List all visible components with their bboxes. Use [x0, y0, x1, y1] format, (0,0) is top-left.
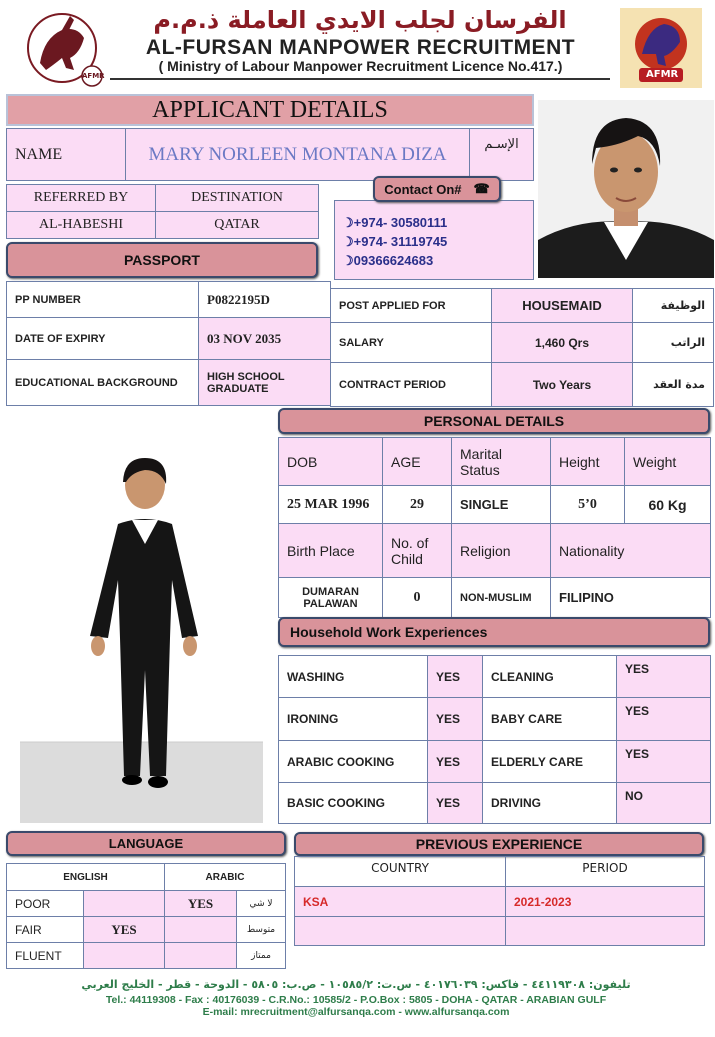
contact-title: Contact On#: [384, 181, 462, 197]
header-divider: [110, 78, 610, 80]
household-ironing-value: YES: [427, 697, 483, 741]
name-label: NAME: [6, 128, 126, 181]
marital-status-header: Marital Status: [451, 437, 551, 486]
household-task-washing: WASHING: [278, 655, 428, 698]
date-of-expiry-value: 03 NOV 2035: [198, 317, 331, 360]
language-fair-english: YES: [83, 916, 165, 943]
religion-value: NON-MUSLIM: [451, 577, 551, 618]
household-basic-cooking-value: YES: [427, 782, 483, 824]
personal-details-title: PERSONAL DETAILS: [423, 413, 565, 429]
pp-number-label: PP NUMBER: [6, 281, 199, 318]
birth-place-value: DUMARAN PALAWAN: [278, 577, 383, 618]
company-logo-left: [22, 8, 107, 88]
nationality-header: Nationality: [550, 523, 711, 578]
contact-number-3-text: 09366624683: [353, 253, 434, 268]
household-title-bar: [278, 617, 710, 647]
header-arabic-name: الفرسان لجلب الايدي العاملة ذ.م.م: [153, 6, 567, 34]
religion-header: Religion: [451, 523, 551, 578]
household-task-ironing: IRONING: [278, 697, 428, 741]
household-task-baby-care: BABY CARE: [482, 697, 617, 741]
contact-number-2-text: +974- 31119745: [353, 234, 448, 249]
phone-icon: ☎: [473, 181, 490, 196]
language-fluent-label-arabic: ممتاز: [236, 942, 286, 969]
logo-right-badge-text: AFMR: [646, 69, 679, 80]
previous-experience-title-bar: [294, 832, 704, 856]
language-fair-label-arabic: متوسط: [236, 916, 286, 943]
destination-value: QATAR: [155, 211, 319, 239]
nationality-value: FILIPINO: [550, 577, 711, 618]
post-applied-label: POST APPLIED FOR: [330, 288, 492, 323]
page-title: [6, 94, 534, 126]
personal-details-title-bar: [278, 408, 710, 434]
contact-number-1-text: +974- 30580111: [353, 215, 448, 230]
post-applied-value: HOUSEMAID: [491, 288, 633, 323]
contact-title-bar: [373, 176, 501, 202]
education-value: HIGH SCHOOL GRADUATE: [198, 359, 331, 406]
salary-label: SALARY: [330, 322, 492, 363]
pp-number-value: P0822195D: [198, 281, 331, 318]
phone-glyph-icon: ☽: [342, 253, 354, 268]
household-elderly-care-value: YES: [616, 740, 711, 783]
applicant-full-body-photo: [20, 440, 263, 823]
age-value: 29: [382, 485, 452, 524]
no-of-child-header: No. of Child: [382, 523, 452, 578]
language-arabic-header: ARABIC: [164, 863, 286, 891]
household-task-cleaning: CLEANING: [482, 655, 617, 698]
language-title-bar: [6, 831, 286, 856]
applicant-photo: [538, 100, 714, 278]
household-task-driving: DRIVING: [482, 782, 617, 824]
no-of-child-value: 0: [382, 577, 452, 618]
phone-glyph-icon: ☽: [342, 234, 354, 249]
marital-status-value: SINGLE: [451, 485, 551, 524]
height-header: Height: [550, 437, 625, 486]
dob-value: 25 MAR 1996: [278, 485, 383, 524]
contact-number-3: [342, 253, 433, 269]
previous-period-empty: [505, 916, 705, 946]
post-applied-label-arabic: الوظيفة: [632, 288, 714, 323]
language-poor-arabic: YES: [164, 890, 237, 917]
referred-by-label: REFERRED BY: [6, 184, 156, 212]
passport-title: PASSPORT: [124, 252, 200, 268]
previous-period-header: PERIOD: [505, 856, 705, 887]
applicant-name: MARY NORLEEN MONTANA DIZA: [125, 128, 470, 181]
phone-glyph-icon: ☽: [342, 215, 354, 230]
household-task-basic-cooking: BASIC COOKING: [278, 782, 428, 824]
education-label: EDUCATIONAL BACKGROUND: [6, 359, 199, 406]
footer-contact-line: Tel.: 44119308 - Fax : 40176039 - C.R.No.: 10585/2 - P.O.Box : 5805 - DOHA - QATAR - ARABIAN GULF: [105, 994, 607, 1006]
language-fair-arabic: [164, 916, 237, 943]
age-header: AGE: [382, 437, 452, 486]
height-value: 5’0: [550, 485, 625, 524]
language-poor-label: POOR: [6, 890, 84, 917]
language-english-header: ENGLISH: [6, 863, 165, 891]
language-fair-label: FAIR: [6, 916, 84, 943]
previous-country-empty: [294, 916, 506, 946]
contract-period-label-arabic: مدة العقد: [632, 362, 714, 407]
dob-header: DOB: [278, 437, 383, 486]
date-of-expiry-label: DATE OF EXPIRY: [6, 317, 199, 360]
household-washing-value: YES: [427, 655, 483, 698]
language-fluent-english: [83, 942, 165, 969]
destination-label: DESTINATION: [155, 184, 319, 212]
salary-label-arabic: الراتب: [632, 322, 714, 363]
page-title-text: APPLICANT DETAILS: [152, 96, 388, 123]
footer-email-line: E-mail: mrecruitment@alfursanqa.com - www.alfursanqa.com: [202, 1006, 510, 1018]
footer-arabic: تليفون: ٤٤١١٩٣٠٨ - فاكس: ٤٠١٧٦٠٣٩ - س.ت: ١٠٥٨٥/٢ - ص.ب: ٥٨٠٥ - الدوحة - قطر - الخليج العربي: [81, 978, 631, 991]
previous-period-value: 2021-2023: [505, 886, 705, 917]
weight-header: Weight: [624, 437, 711, 486]
household-driving-value: NO: [616, 782, 711, 824]
previous-country-header: COUNTRY: [294, 856, 506, 887]
contact-number-1: [342, 215, 447, 231]
household-cleaning-value: YES: [616, 655, 711, 698]
previous-country-value: KSA: [294, 886, 506, 917]
household-task-elderly-care: ELDERLY CARE: [482, 740, 617, 783]
name-label-arabic: الإسـم: [469, 128, 534, 181]
header-company-name: AL-FURSAN MANPOWER RECRUITMENT: [145, 36, 576, 59]
contact-number-2: [342, 234, 447, 250]
household-baby-care-value: YES: [616, 697, 711, 741]
salary-value: 1,460 Qrs: [491, 322, 633, 363]
language-title: LANGUAGE: [108, 836, 184, 851]
previous-experience-title: PREVIOUS EXPERIENCE: [415, 836, 583, 852]
logo-badge-text: AFMR: [82, 72, 105, 80]
household-task-arabic-cooking: ARABIC COOKING: [278, 740, 428, 783]
household-title: Household Work Experiences: [290, 624, 488, 640]
contract-period-value: Two Years: [491, 362, 633, 407]
language-fluent-label: FLUENT: [6, 942, 84, 969]
language-poor-english: [83, 890, 165, 917]
weight-value: 60 Kg: [624, 485, 711, 524]
language-poor-label-arabic: لا شي: [236, 890, 286, 917]
passport-title-bar: [6, 242, 318, 278]
referred-by-value: AL-HABESHI: [6, 211, 156, 239]
company-logo-right: [620, 8, 702, 88]
birth-place-header: Birth Place: [278, 523, 383, 578]
header-licence: ( Ministry of Labour Manpower Recruitment Licence No.417.): [158, 58, 563, 74]
household-arabic-cooking-value: YES: [427, 740, 483, 783]
language-fluent-arabic: [164, 942, 237, 969]
contract-period-label: CONTRACT PERIOD: [330, 362, 492, 407]
